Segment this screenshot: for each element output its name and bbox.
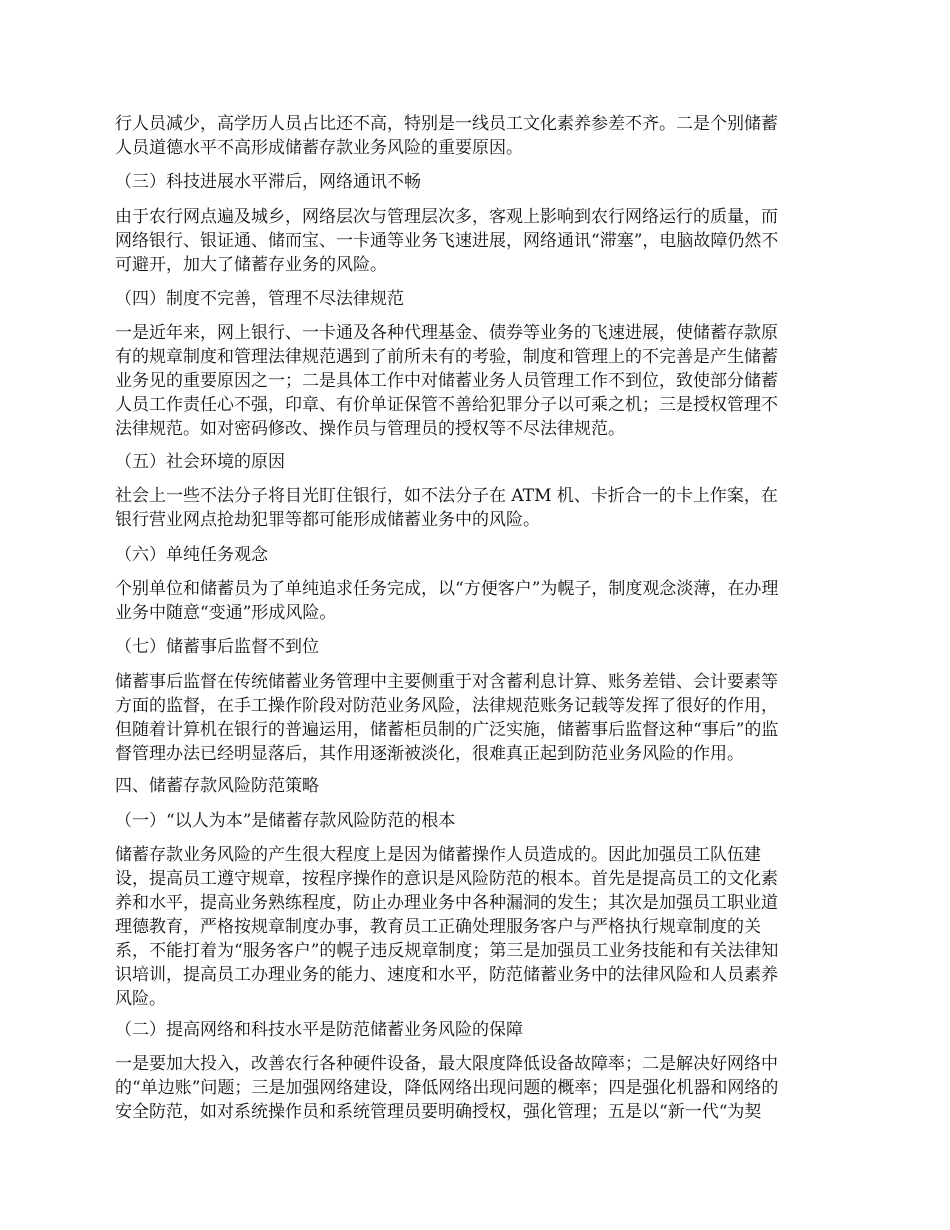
text-line: 社会上一些不法分子将目光盯住银行，如不法分子在 ATM 机、卡折合一的卡上作案，在 <box>115 486 778 506</box>
heading-network-technology <box>115 1018 837 1042</box>
heading-text: （一）“以人为本”是储蓄存款风险防范的根本 <box>115 811 456 831</box>
heading-text: （五）社会环境的原因 <box>115 452 285 472</box>
paragraph-network-technology <box>115 1052 837 1124</box>
text-line: 理德教育，严格按规章制度办事，教育员工正确处理服务客户与严格执行规章制度的关 <box>115 917 761 937</box>
text-line: 督管理办法已经明显落后，其作用逐渐被淡化，很难真正起到防范业务风险的作用。 <box>115 744 744 764</box>
text-line: 系，不能打着为“服务客户”的幌子违反规章制度；第三是加强员工业务技能和有关法律知 <box>115 941 779 961</box>
text-line: 人员道德水平不高形成储蓄存款业务风险的重要原因。 <box>115 138 523 158</box>
paragraph-staff-quality <box>115 112 837 160</box>
heading-system-management <box>115 287 837 311</box>
heading-text: （二）提高网络和科技水平是防范储蓄业务风险的保障 <box>115 1020 523 1040</box>
heading-post-supervision <box>115 635 837 659</box>
heading-text: （四）制度不完善，管理不尽法律规范 <box>115 289 404 309</box>
heading-section-four <box>115 774 837 798</box>
heading-tech-network <box>115 170 837 194</box>
text-line: 人员工作责任心不强，印章、有价单证保管不善给犯罪分子以可乘之机；三是授权管理不 <box>115 395 778 415</box>
heading-text: （三）科技进展水平滞后，网络通讯不畅 <box>115 172 421 192</box>
text-line: 有的规章制度和管理法律规范遇到了前所未有的考验，制度和管理上的不完善是产生储蓄 <box>115 347 778 367</box>
text-line: 储蓄事后监督在传统储蓄业务管理中主要侧重于对含蓄利息计算、账务差错、会计要素等 <box>115 672 778 692</box>
heading-text: （七）储蓄事后监督不到位 <box>115 637 319 657</box>
paragraph-task-concept <box>115 577 837 625</box>
text-line: 养和水平，提高业务熟练程度，防止办理业务中各种漏洞的发生；其次是加强员工职业道 <box>115 893 778 913</box>
text-line: 一是要加大投入，改善农行各种硬件设备，最大限度降低设备故障率；二是解决好网络中 <box>115 1054 778 1074</box>
text-line: 网络银行、银证通、储而宝、一卡通等业务飞速进展，网络通讯“滞塞”，电脑故障仍然不 <box>115 231 779 251</box>
text-line: 业务中随意“变通”形成风险。 <box>115 603 337 623</box>
text-line: 个别单位和储蓄员为了单纯追求任务完成，以“方便客户”为幌子，制度观念淡薄，在办理 <box>115 579 779 599</box>
text-line: 的“单边账”问题；三是加强网络建设，降低网络出现问题的概率；四是强化机器和网络的 <box>115 1078 779 1098</box>
text-line: 业务见的重要原因之一；二是具体工作中对储蓄业务人员管理工作不到位，致使部分储蓄 <box>115 371 778 391</box>
text-line: 方面的监督，在手工操作阶段对防范业务风险，法律规范账务记载等发挥了很好的作用， <box>115 696 778 716</box>
text-line: 风险。 <box>115 989 166 1009</box>
text-line: 行人员减少，高学历人员占比还不高，特别是一线员工文化素养参差不齐。二是个别储蓄 <box>115 114 778 134</box>
heading-text: （六）单纯任务观念 <box>115 545 268 565</box>
paragraph-social-environment <box>115 484 837 532</box>
heading-people-oriented <box>115 809 837 833</box>
text-line: 法律规范。如对密码修改、操作员与管理员的授权等不尽法律规范。 <box>115 419 625 439</box>
paragraph-system-management <box>115 321 837 441</box>
text-line: 可避开，加大了储蓄存业务的风险。 <box>115 255 387 275</box>
paragraph-people-oriented <box>115 843 837 1011</box>
heading-text: 四、储蓄存款风险防范策略 <box>115 776 319 796</box>
text-line: 一是近年来，网上银行、一卡通及各种代理基金、债券等业务的飞速进展，使储蓄存款原 <box>115 323 778 343</box>
text-line: 储蓄存款业务风险的产生很大程度上是因为储蓄操作人员造成的。因此加强员工队伍建 <box>115 845 761 865</box>
heading-task-concept <box>115 543 837 567</box>
text-line: 设，提高员工遵守规章，按程序操作的意识是风险防范的根本。首先是提高员工的文化素 <box>115 869 778 889</box>
heading-social-environment <box>115 450 837 474</box>
text-line: 识培训，提高员工办理业务的能力、速度和水平，防范储蓄业务中的法律风险和人员素养 <box>115 965 778 985</box>
text-line: 安全防范，如对系统操作员和系统管理员要明确授权，强化管理；五是以“新一代“为契 <box>115 1102 762 1122</box>
text-line: 但随着计算机在银行的普遍运用，储蓄柜员制的广泛实施，储蓄事后监督这种“事后”的监 <box>115 720 779 740</box>
paragraph-post-supervision <box>115 670 837 766</box>
text-line: 由于农行网点遍及城乡，网络层次与管理层次多，客观上影响到农行网络运行的质量，而 <box>115 207 778 227</box>
paragraph-network <box>115 205 837 277</box>
text-line: 银行营业网点抢劫犯罪等都可能形成储蓄业务中的风险。 <box>115 510 540 530</box>
